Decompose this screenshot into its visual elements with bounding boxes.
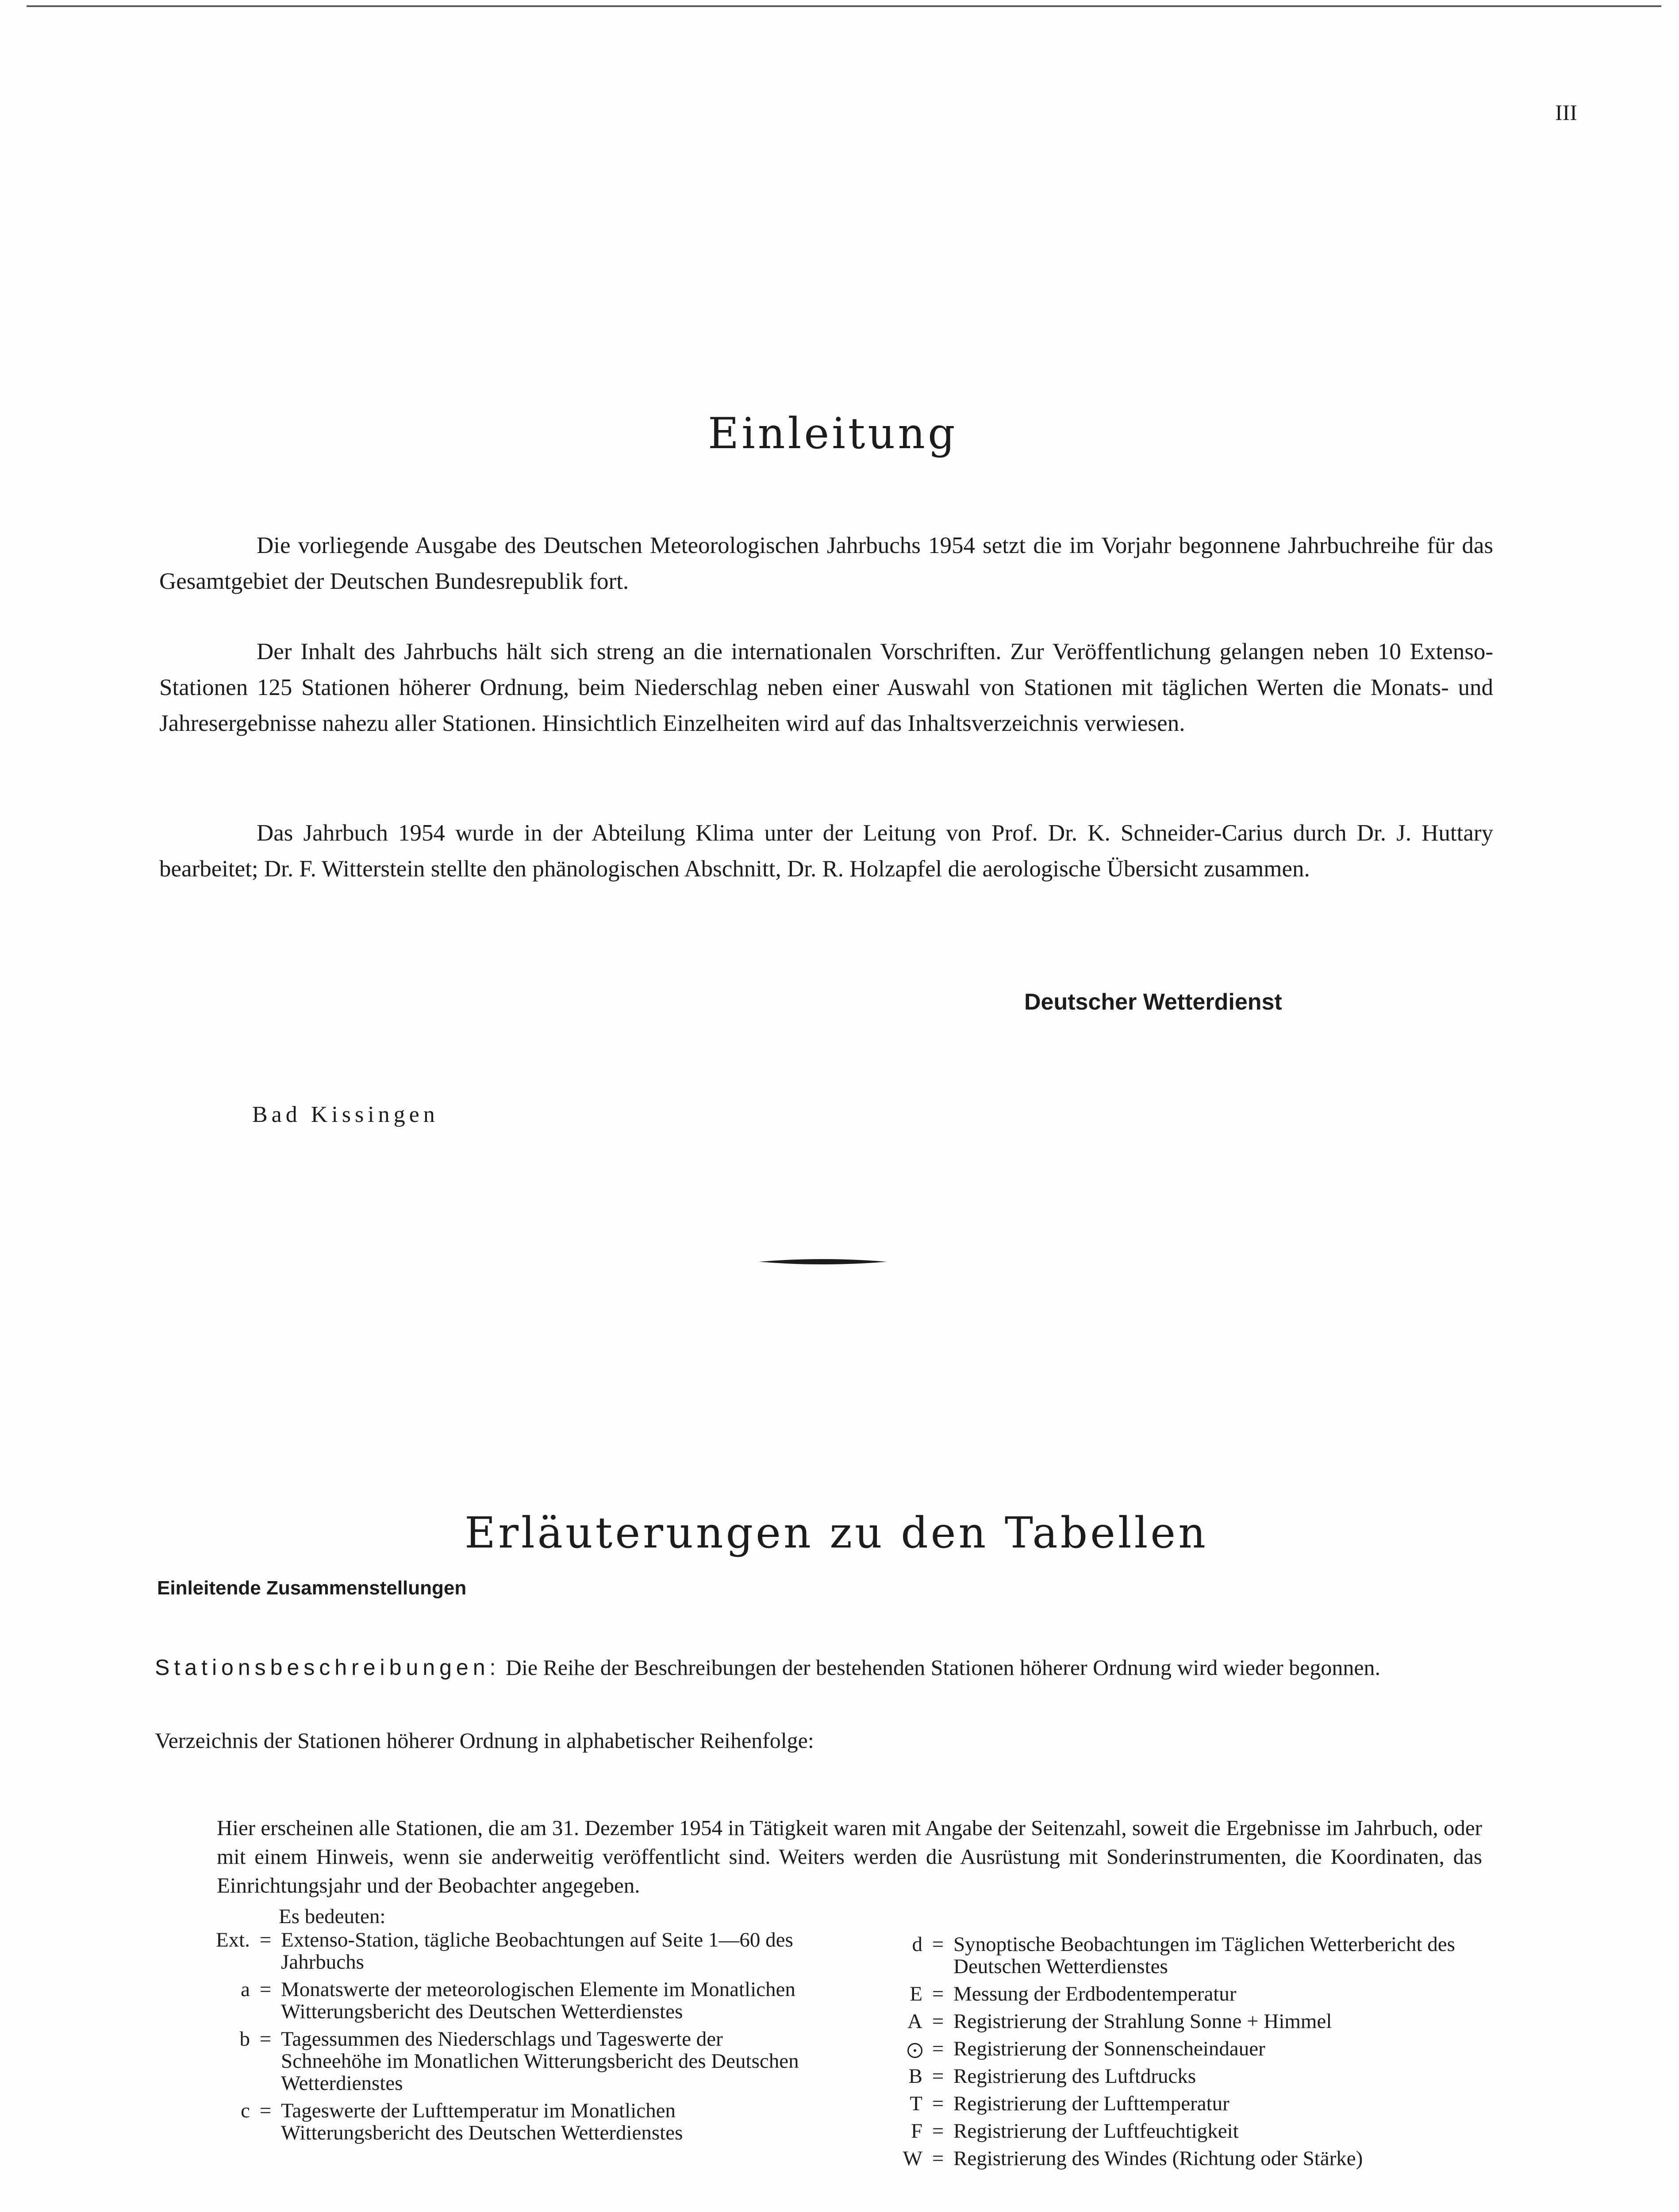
legend-left-column bbox=[173, 1929, 823, 2149]
legend-equals: = bbox=[259, 2099, 272, 2122]
legend-item bbox=[863, 2010, 1504, 2032]
legend-description: Registrierung des Luftdrucks bbox=[953, 2065, 1196, 2088]
legend-description: Messung der Erdbodentemperatur bbox=[953, 1982, 1237, 2005]
legend-key: E bbox=[910, 1982, 922, 2005]
legend-item bbox=[863, 2065, 1504, 2087]
legend-item bbox=[173, 1929, 823, 1973]
legend-item bbox=[863, 2120, 1504, 2142]
legend-item bbox=[863, 2038, 1504, 2060]
legend-description: Extenso-Station, tägliche Beobachtungen auf Seite 1—60 des Jahrbuchs bbox=[281, 1928, 793, 1974]
legend-equals: = bbox=[932, 2037, 944, 2060]
legend-key: d bbox=[912, 1933, 922, 1956]
legend-description: Tagessummen des Niederschlags und Tageswerte der Schneehöhe im Monatlichen Witterungsbericht des Deutschen Wetterdienstes bbox=[281, 2028, 799, 2095]
register-heading: Verzeichnis der Stationen höherer Ordnung in alphabetischer Reihenfolge: bbox=[155, 1728, 814, 1753]
legend-equals: = bbox=[932, 2120, 944, 2143]
station-descriptions-text: Die Reihe der Beschreibungen der bestehenden Stationen höherer Ordnung wird wieder begonnen. bbox=[505, 1655, 1381, 1680]
legend-equals: = bbox=[932, 2010, 944, 2033]
legend-key: F bbox=[911, 2120, 922, 2143]
legend-key: A bbox=[907, 2010, 922, 2033]
legend-item bbox=[863, 2093, 1504, 2115]
legend-equals: = bbox=[259, 2028, 272, 2051]
signature: Deutscher Wetterdienst bbox=[1024, 989, 1282, 1015]
legend-right-column bbox=[863, 1933, 1504, 2175]
legend-description: Registrierung der Luftfeuchtigkeit bbox=[953, 2120, 1239, 2143]
top-rule bbox=[27, 5, 1661, 7]
page-number: III bbox=[1555, 100, 1577, 125]
register-description: Hier erscheinen alle Stationen, die am 31. Dezember 1954 in Tätigkeit waren mit Angabe der Seitenzahl, soweit die Ergebnisse im Jahrbuch, oder mit einem Hinweis, wenn sie anderweitig veröffentlicht sind. Weiters werden die Ausrüstung mit Sonderinstrumenten, die Koordinaten, das Einrichtungsjahr und der Beobachter angegeben. bbox=[217, 1816, 1482, 1897]
legend-key-symbol bbox=[863, 2038, 922, 2060]
legend-item bbox=[173, 2100, 823, 2144]
legend-description: Registrierung der Lufttemperatur bbox=[953, 2092, 1229, 2115]
legend-description: Registrierung des Windes (Richtung oder Stärke) bbox=[953, 2147, 1363, 2170]
legend-equals: = bbox=[932, 2065, 944, 2088]
legend-description: Tageswerte der Lufttemperatur im Monatlichen Witterungsbericht des Deutschen Wetterdienstes bbox=[281, 2099, 683, 2144]
place-name: Bad Kissingen bbox=[252, 1102, 439, 1127]
explanations-title: Erläuterungen zu den Tabellen bbox=[465, 1508, 1208, 1558]
legend-equals: = bbox=[259, 1978, 272, 2001]
legend-intro: Es bedeuten: bbox=[279, 1905, 386, 1928]
legend-equals: = bbox=[259, 1928, 272, 1951]
legend-key: T bbox=[910, 2092, 922, 2115]
legend-description: Registrierung der Sonnenscheindauer bbox=[953, 2037, 1265, 2060]
legend-equals: = bbox=[932, 1982, 944, 2005]
intro-paragraph-1: Die vorliegende Ausgabe des Deutschen Meteorologischen Jahrbuchs 1954 setzt die im Vorjahr begonnene Jahrbuchreihe für das Gesamtgebiet der Deutschen Bundesrepublik fort. bbox=[159, 533, 1493, 594]
intro-paragraph-3: Das Jahrbuch 1954 wurde in der Abteilung Klima unter der Leitung von Prof. Dr. K. Schneider-Carius durch Dr. J. Huttary bearbeitet; Dr. F. Witterstein stellte den phänologischen Abschnitt, Dr. R. Holzapfel die aerologische Übersicht zusammen. bbox=[159, 820, 1493, 882]
legend-key: c bbox=[241, 2099, 250, 2122]
intro-paragraph-2: Der Inhalt des Jahrbuchs hält sich streng an die internationalen Vorschriften. Zur Veröffentlichung gelangen neben 10 Extenso-Stationen 125 Stationen höherer Ordnung, beim Niederschlag neben einer Auswahl von Stationen mit täglichen Werten die Monats- und Jahresergebnisse nahezu aller Stationen. Hinsichtlich Einzelheiten wird auf das Inhaltsverzeichnis verwiesen. bbox=[159, 639, 1493, 736]
legend-item bbox=[173, 1978, 823, 2023]
legend-key: B bbox=[908, 2065, 922, 2088]
legend-equals: = bbox=[932, 2092, 944, 2115]
introduction-title: Einleitung bbox=[708, 409, 958, 459]
legend-description: Monatswerte der meteorologischen Elemente im Monatlichen Witterungsbericht des Deutschen Wetterdienstes bbox=[281, 1978, 795, 2023]
sunshine-symbol-icon bbox=[907, 2043, 922, 2058]
legend-description: Synoptische Beobachtungen im Täglichen Wetterbericht des Deutschen Wetterdienstes bbox=[953, 1933, 1455, 1978]
legend-key: Ext. bbox=[215, 1928, 250, 1951]
station-descriptions-label: Stationsbeschreibungen: bbox=[155, 1655, 500, 1680]
legend-item bbox=[863, 2147, 1504, 2170]
legend-item bbox=[173, 2028, 823, 2094]
legend-equals: = bbox=[932, 2147, 944, 2170]
station-descriptions-line bbox=[155, 1655, 1380, 1680]
legend-item bbox=[863, 1933, 1504, 1978]
legend-key: a bbox=[241, 1978, 250, 2001]
legend-equals: = bbox=[932, 1933, 944, 1956]
section-divider-ornament bbox=[759, 1256, 887, 1267]
subheading: Einleitende Zusammenstellungen bbox=[157, 1577, 467, 1599]
legend-description: Registrierung der Strahlung Sonne + Himmel bbox=[953, 2010, 1332, 2033]
legend-key: W bbox=[903, 2147, 922, 2170]
legend-key: b bbox=[239, 2028, 250, 2051]
legend-item bbox=[863, 1983, 1504, 2005]
